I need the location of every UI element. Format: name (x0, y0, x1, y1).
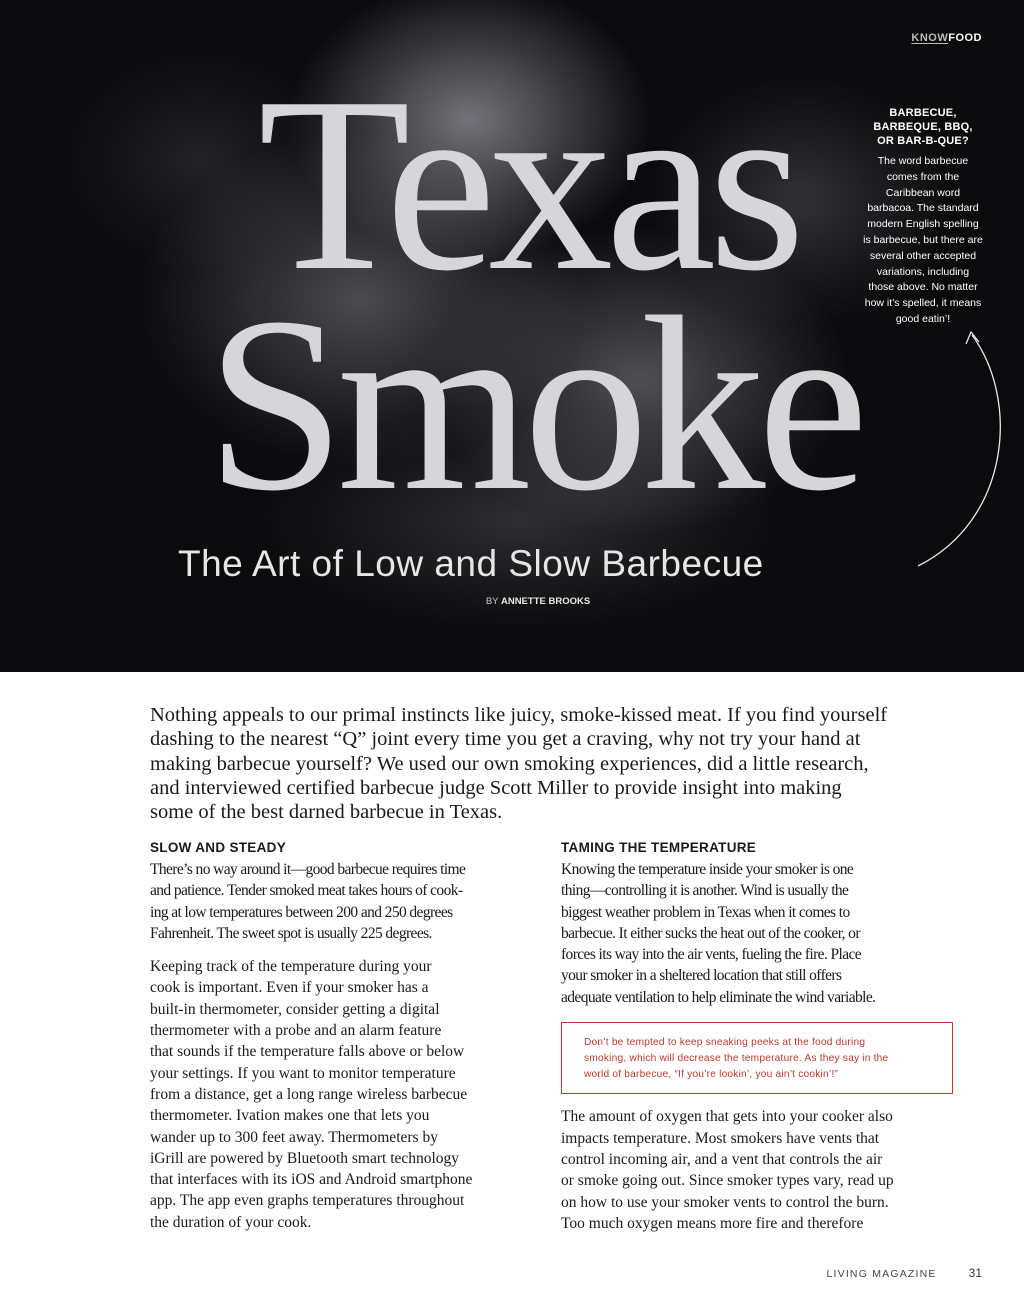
page-footer (826, 1266, 982, 1280)
tip-callout: Don’t be tempted to keep sneaking peeks at the food during smoking, which will decrease the temperature. As they say in the world of barbecue, “If you’re lookin’, you ain’t cookin’!” (561, 1022, 953, 1094)
byline: BY ANNETTE BROOKS (485, 596, 591, 607)
publication-name: LIVING MAGAZINE (826, 1268, 937, 1280)
body-paragraph: Knowing the temperature inside your smoker is one thing—controlling it is another. Wind is usually the biggest weather problem in Texas when it comes to barbecue. It either sucks the heat out of the cooker, or forces its way into the air vents, fueling the fire. Place your smoker in a sheltered location that still offers adequate ventilation to help eliminate the wind variable. (561, 861, 876, 1006)
section-label: KNOWFOOD (911, 32, 982, 44)
sidebar-body: The word barbecue comes from the Caribbean word barbacoa. The standard modern English spelling is barbecue, but there are several other accepted variations, including those above. No matter how it’s spelled, it means good eatin’! (863, 155, 983, 325)
section-heading-slow-and-steady: SLOW AND STEADY (150, 840, 286, 855)
body-paragraph: The amount of oxygen that gets into your cooker also impacts temperature. Most smokers have vents that control incoming air, and a vent that controls the air or smoke going out. Since smoker types vary, read up on how to use your smoker vents to control the burn. Too much oxygen means more fire and therefore (561, 1108, 894, 1232)
subtitle: The Art of Low and Slow Barbecue (178, 543, 764, 584)
page-number: 31 (968, 1266, 982, 1280)
sidebar-heading: BARBECUE, BARBEQUE, BBQ, OR BAR-B-QUE? (873, 107, 973, 147)
title-line-1: Texas (258, 46, 798, 323)
body-paragraph: There’s no way around it—good barbecue requires time and patience. Tender smoked meat takes hours of cook- ing at low temperatures between 200 and 250 degrees Fahrenheit. The sweet spot is usually 225 degrees. (150, 861, 466, 942)
intro-paragraph: Nothing appeals to our primal instincts like juicy, smoke-kissed meat. If you find yourself dashing to the nearest “Q” joint every time you get a craving, why not try your hand at making barbecue yourself? We used our own smoking experiences, did a little research, and interviewed certified barbecue judge Scott Miller to provide insight into making some of the best darned barbecue in Texas. (150, 704, 888, 824)
left-column (150, 840, 542, 1233)
body-paragraph: Keeping track of the temperature during your cook is important. Even if your smoker has a built-in thermometer, consider getting a digital thermometer with a probe and an alarm feature that sounds if the temperature falls above or below your settings. If you want to monitor temperature from a distance, get a long range wireless barbecue thermometer. Ivation makes one that lets you wander up to 300 feet away. Thermometers by iGrill are powered by Bluetooth smart technology that interfaces with its iOS and Android smartphone app. The app even graphs temperatures throughout the duration of your cook. (150, 958, 473, 1231)
section-heading-taming-the-temperature: TAMING THE TEMPERATURE (561, 840, 757, 855)
title-line-2: Smoke (206, 266, 861, 543)
right-column (561, 840, 953, 1234)
